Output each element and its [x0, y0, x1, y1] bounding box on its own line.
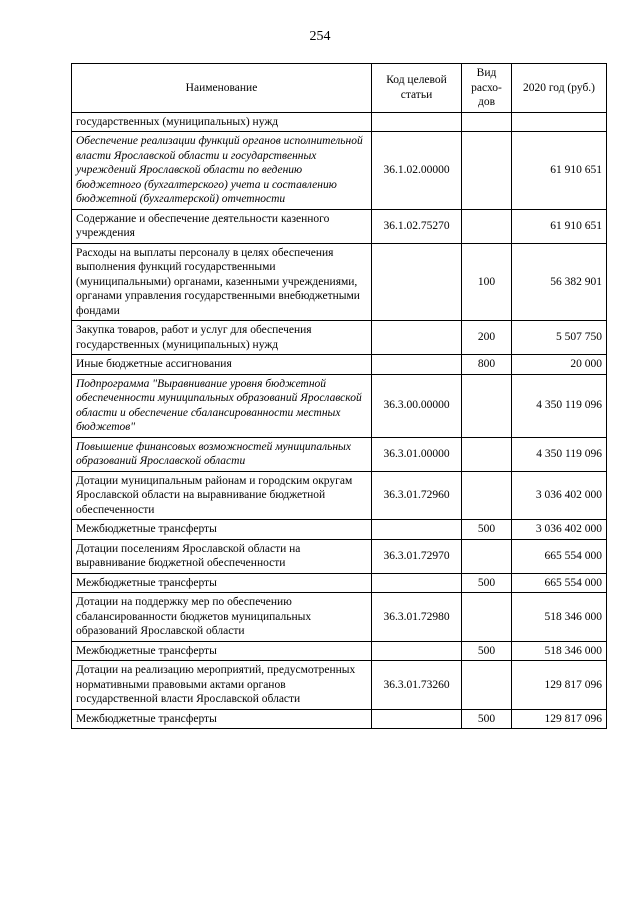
row-code-cell: 36.1.02.75270: [372, 209, 462, 243]
row-amount-cell: 129 817 096: [512, 709, 607, 729]
row-code-cell: 36.3.01.72960: [372, 471, 462, 520]
table-row: [72, 593, 607, 642]
budget-table: [71, 63, 607, 729]
row-code-cell: 36.3.01.72970: [372, 539, 462, 573]
table-row: [72, 209, 607, 243]
row-name-cell: Дотации муниципальным районам и городским округам Ярославской области на выравнивание бюджетной обеспеченности: [72, 471, 372, 520]
row-name-cell: Расходы на выплаты персоналу в целях обеспечения выполнения функций государственными (муниципальными) органами, казенными учреждениями, органами управления государственными внебюджетными фондами: [72, 243, 372, 321]
row-vid-cell: [462, 374, 512, 437]
row-amount-cell: 3 036 402 000: [512, 520, 607, 540]
row-name-cell: Содержание и обеспечение деятельности казенного учреждения: [72, 209, 372, 243]
row-amount-cell: 129 817 096: [512, 661, 607, 710]
header-vid: Вид расхо-дов: [462, 64, 512, 113]
row-amount-cell: 4 350 119 096: [512, 437, 607, 471]
header-name: Наименование: [72, 64, 372, 113]
table-row: [72, 132, 607, 210]
row-vid-cell: [462, 471, 512, 520]
row-name-cell: Межбюджетные трансферты: [72, 520, 372, 540]
row-name-cell: Обеспечение реализации функций органов исполнительной власти Ярославской области и государственных учреждений Ярославской области по ведению бюджетного (бухгалтерского) учета и составлению бюджетной (бухгалтерской) отчетности: [72, 132, 372, 210]
table-row: [72, 539, 607, 573]
row-code-cell: [372, 520, 462, 540]
row-vid-cell: 500: [462, 573, 512, 593]
row-amount-cell: [512, 112, 607, 132]
row-name-cell: Подпрограмма "Выравнивание уровня бюджетной обеспеченности муниципальных образований Ярославской области и обеспечение сбалансированности местных бюджетов": [72, 374, 372, 437]
row-amount-cell: 61 910 651: [512, 209, 607, 243]
row-code-cell: 36.3.01.00000: [372, 437, 462, 471]
header-code: Код целевой статьи: [372, 64, 462, 113]
row-amount-cell: 61 910 651: [512, 132, 607, 210]
table-header-row: [72, 64, 607, 113]
table-row: [72, 243, 607, 321]
row-amount-cell: 56 382 901: [512, 243, 607, 321]
table-row: [72, 641, 607, 661]
row-name-cell: Межбюджетные трансферты: [72, 709, 372, 729]
row-vid-cell: 500: [462, 709, 512, 729]
row-name-cell: Дотации на реализацию мероприятий, предусмотренных нормативными правовыми актами органов государственной власти Ярославской области: [72, 661, 372, 710]
row-vid-cell: [462, 593, 512, 642]
row-vid-cell: [462, 209, 512, 243]
header-amount: 2020 год (руб.): [512, 64, 607, 113]
row-amount-cell: 518 346 000: [512, 641, 607, 661]
row-vid-cell: 500: [462, 520, 512, 540]
row-code-cell: 36.3.01.73260: [372, 661, 462, 710]
row-name-cell: Дотации на поддержку мер по обеспечению сбалансированности бюджетов муниципальных образований Ярославской области: [72, 593, 372, 642]
row-amount-cell: 665 554 000: [512, 539, 607, 573]
row-name-cell: Дотации поселениям Ярославской области на выравнивание бюджетной обеспеченности: [72, 539, 372, 573]
row-code-cell: [372, 709, 462, 729]
row-code-cell: [372, 573, 462, 593]
row-code-cell: [372, 243, 462, 321]
table-row: [72, 709, 607, 729]
table-row: [72, 520, 607, 540]
row-name-cell: Закупка товаров, работ и услуг для обеспечения государственных (муниципальных) нужд: [72, 321, 372, 355]
table-row: [72, 437, 607, 471]
row-vid-cell: [462, 112, 512, 132]
row-name-cell: Межбюджетные трансферты: [72, 641, 372, 661]
row-amount-cell: 5 507 750: [512, 321, 607, 355]
row-name-cell: Межбюджетные трансферты: [72, 573, 372, 593]
row-amount-cell: 4 350 119 096: [512, 374, 607, 437]
row-vid-cell: 500: [462, 641, 512, 661]
row-vid-cell: [462, 539, 512, 573]
table-row: [72, 321, 607, 355]
table-row: [72, 112, 607, 132]
row-amount-cell: 518 346 000: [512, 593, 607, 642]
row-code-cell: [372, 641, 462, 661]
row-vid-cell: 100: [462, 243, 512, 321]
row-name-cell: государственных (муниципальных) нужд: [72, 112, 372, 132]
row-code-cell: [372, 112, 462, 132]
row-name-cell: Повышение финансовых возможностей муниципальных образований Ярославской области: [72, 437, 372, 471]
row-code-cell: [372, 321, 462, 355]
row-vid-cell: [462, 661, 512, 710]
row-code-cell: [372, 355, 462, 375]
table-row: [72, 573, 607, 593]
row-code-cell: 36.3.00.00000: [372, 374, 462, 437]
row-amount-cell: 3 036 402 000: [512, 471, 607, 520]
row-vid-cell: [462, 437, 512, 471]
table-row: [72, 471, 607, 520]
table-row: [72, 661, 607, 710]
row-vid-cell: [462, 132, 512, 210]
row-name-cell: Иные бюджетные ассигнования: [72, 355, 372, 375]
row-code-cell: 36.1.02.00000: [372, 132, 462, 210]
page-number: 254: [309, 29, 331, 44]
row-vid-cell: 200: [462, 321, 512, 355]
row-amount-cell: 665 554 000: [512, 573, 607, 593]
row-amount-cell: 20 000: [512, 355, 607, 375]
row-vid-cell: 800: [462, 355, 512, 375]
row-code-cell: 36.3.01.72980: [372, 593, 462, 642]
table-row: [72, 374, 607, 437]
table-row: [72, 355, 607, 375]
